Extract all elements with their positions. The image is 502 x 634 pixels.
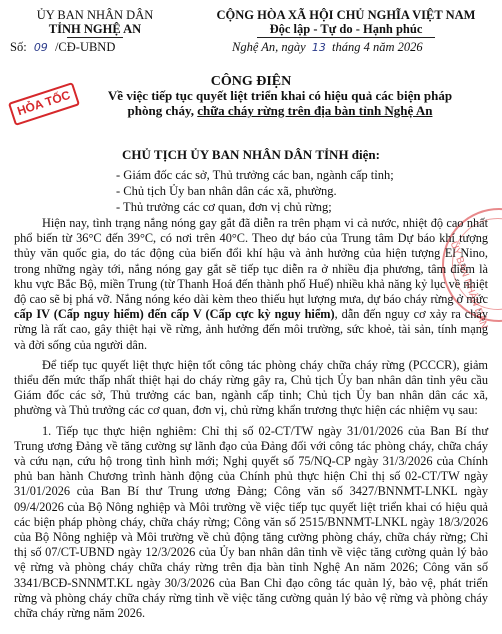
recipient-item: - Chủ tịch Ủy ban nhân dân các xã, phường. xyxy=(116,184,337,198)
subject-line-2b: chữa cháy rừng trên địa bàn tỉnh Nghệ An xyxy=(197,103,433,118)
subject-line-2a: phòng cháy, xyxy=(127,103,198,118)
seal-lettering: ỦY BAN NHÂN DÂN xyxy=(447,240,490,331)
paragraph-text: Hiện nay, tình trạng nắng nóng gay gắt đã diễn ra trên phạm vi cả nước, nhiệt độ cao nhất phổ biến từ 36°C đến 39°C, có nơi trên 40°C. Theo dự báo của Trung tâm Dự báo khí tượng thủy văn quốc gia, do tác động của biến đổi khí hậu và ảnh hưởng của hiện tượng El Nino, trong những ngày tới, nắng nóng gay gắt sẽ tiếp tục diễn ra ở nhiều địa phương, tâm điểm là khu vực Bắc Bộ, miền Trung (từ Thanh Hoá đến thành phố Huế) nhiều khả năng kỷ lục về nhiệt độ cao sẽ bị phá vỡ. Nắng nóng kéo dài kèm theo thiếu hụt lượng mưa, dự báo cháy rừng ở mức xyxy=(14,216,488,307)
motto-underline xyxy=(257,37,435,38)
date-rest: tháng 4 năm 2026 xyxy=(331,40,423,54)
org-line-2: TỈNH NGHỆ AN xyxy=(48,22,142,36)
nation-line-1: CỘNG HÒA XÃ HỘI CHỦ NGHĨA VIỆT NAM xyxy=(216,8,476,22)
document-subject xyxy=(90,88,470,118)
recipient-item: - Thủ trưởng các cơ quan, đơn vị chủ rừng; xyxy=(116,200,332,214)
issuing-authority xyxy=(10,8,180,38)
recipient-item: - Giám đốc các sở, Thủ trưởng các ban, ngành cấp tỉnh; xyxy=(116,168,394,182)
paragraph-directive: Để tiếp tục quyết liệt thực hiện tốt công tác phòng cháy chữa cháy rừng (PCCCR), giảm thiểu đến mức thấp nhất thiệt hại do cháy rừng gây ra, Chủ tịch Ủy ban nhân dân tỉnh yêu cầu Giám đốc các sở, Thủ trưởng các ban, ngành cấp tỉnh; Chủ tịch Ủy ban nhân dân các xã, phường và Thủ trưởng các cơ quan, đơn vị, chủ rừng khẩn trương thực hiện các nhiệm vụ sau: xyxy=(14,357,488,418)
recipient-list xyxy=(116,167,394,215)
national-motto xyxy=(196,8,496,38)
date-place: Nghệ An, ngày xyxy=(232,40,306,54)
document-number xyxy=(10,40,115,55)
docno-prefix: Số: xyxy=(10,40,27,54)
chair-heading: CHỦ TỊCH ỦY BAN NHÂN DÂN TỈNH điện: xyxy=(122,147,380,162)
issue-date xyxy=(232,40,423,55)
paragraph-text: , dẫn đến nguy cơ xảy ra cháy rừng là rất cao, gây thiệt hại về rừng, ảnh hưởng đến môi trường, sức khoẻ, tài sản, tính mạng và đời sống của người dân. xyxy=(14,307,488,352)
paragraph-task-1: 1. Tiếp tục thực hiện nghiêm: Chỉ thị số 02-CT/TW ngày 31/01/2026 của Ban Bí thư Trung ương Đảng về tăng cường sự lãnh đạo của Đảng đối với công tác phòng cháy, chữa cháy và cứu nạn, cứu hộ trong tình hình mới; Nghị quyết số 75/NQ-CP ngày 31/3/2026 của Chính phủ ban hành Chương trình hành động của Chính phủ thực hiện Chỉ thị số 02-CT/TW ngày 31/01/2026 của Ban Bí thư Trung ương Đảng; Công văn số 3427/BNNMT-LNKL ngày 09/4/2026 của Bộ Nông nghiệp và Môi trường về việc tiếp tục quyết liệt triển khai có hiệu quả các biện pháp phòng cháy, chữa cháy rừng; Công văn số 2515/BNNMT-LNKL ngày 18/3/2026 của Bộ Nông nghiệp và Môi trường về chủ động tăng cường phòng cháy, chữa cháy rừng; Chỉ thị số 07/CT-UBND ngày 12/3/2026 của Ủy ban nhân dân tỉnh về việc tăng cường quản lý bảo vệ rừng và phòng cháy chữa cháy rừng trên địa bàn tỉnh Nghệ An năm 2026; Công văn số 3341/BCĐ-SNNMT.KL ngày 30/3/2026 của Ban Chỉ đạo công tác quản lý, bảo vệ, phát triển rừng và phòng cháy chữa cháy rừng tỉnh về việc tăng cường quản lý bảo vệ rừng và phòng cháy chữa cháy rừng năm 2026. xyxy=(14,423,488,621)
nation-line-2: Độc lập - Tự do - Hạnh phúc xyxy=(269,22,423,36)
paragraph-situation xyxy=(14,216,488,353)
document-body xyxy=(14,216,488,626)
fire-danger-level: cấp IV (Cấp nguy hiểm) đến cấp V (Cấp cực kỳ nguy hiểm) xyxy=(14,307,335,322)
document-title: CÔNG ĐIỆN xyxy=(210,74,292,89)
org-underline xyxy=(67,37,123,38)
org-line-1: ỦY BAN NHÂN DÂN xyxy=(36,8,154,22)
docno-number: 09 xyxy=(33,41,48,54)
date-day: 13 xyxy=(311,41,326,54)
docno-suffix: /CĐ-UBND xyxy=(54,40,116,54)
subject-line-2 xyxy=(90,103,470,118)
subject-line-1: Về việc tiếp tục quyết liệt triển khai có hiệu quả các biện pháp xyxy=(107,88,453,103)
urgent-stamp: HỎA TỐC xyxy=(8,82,80,126)
